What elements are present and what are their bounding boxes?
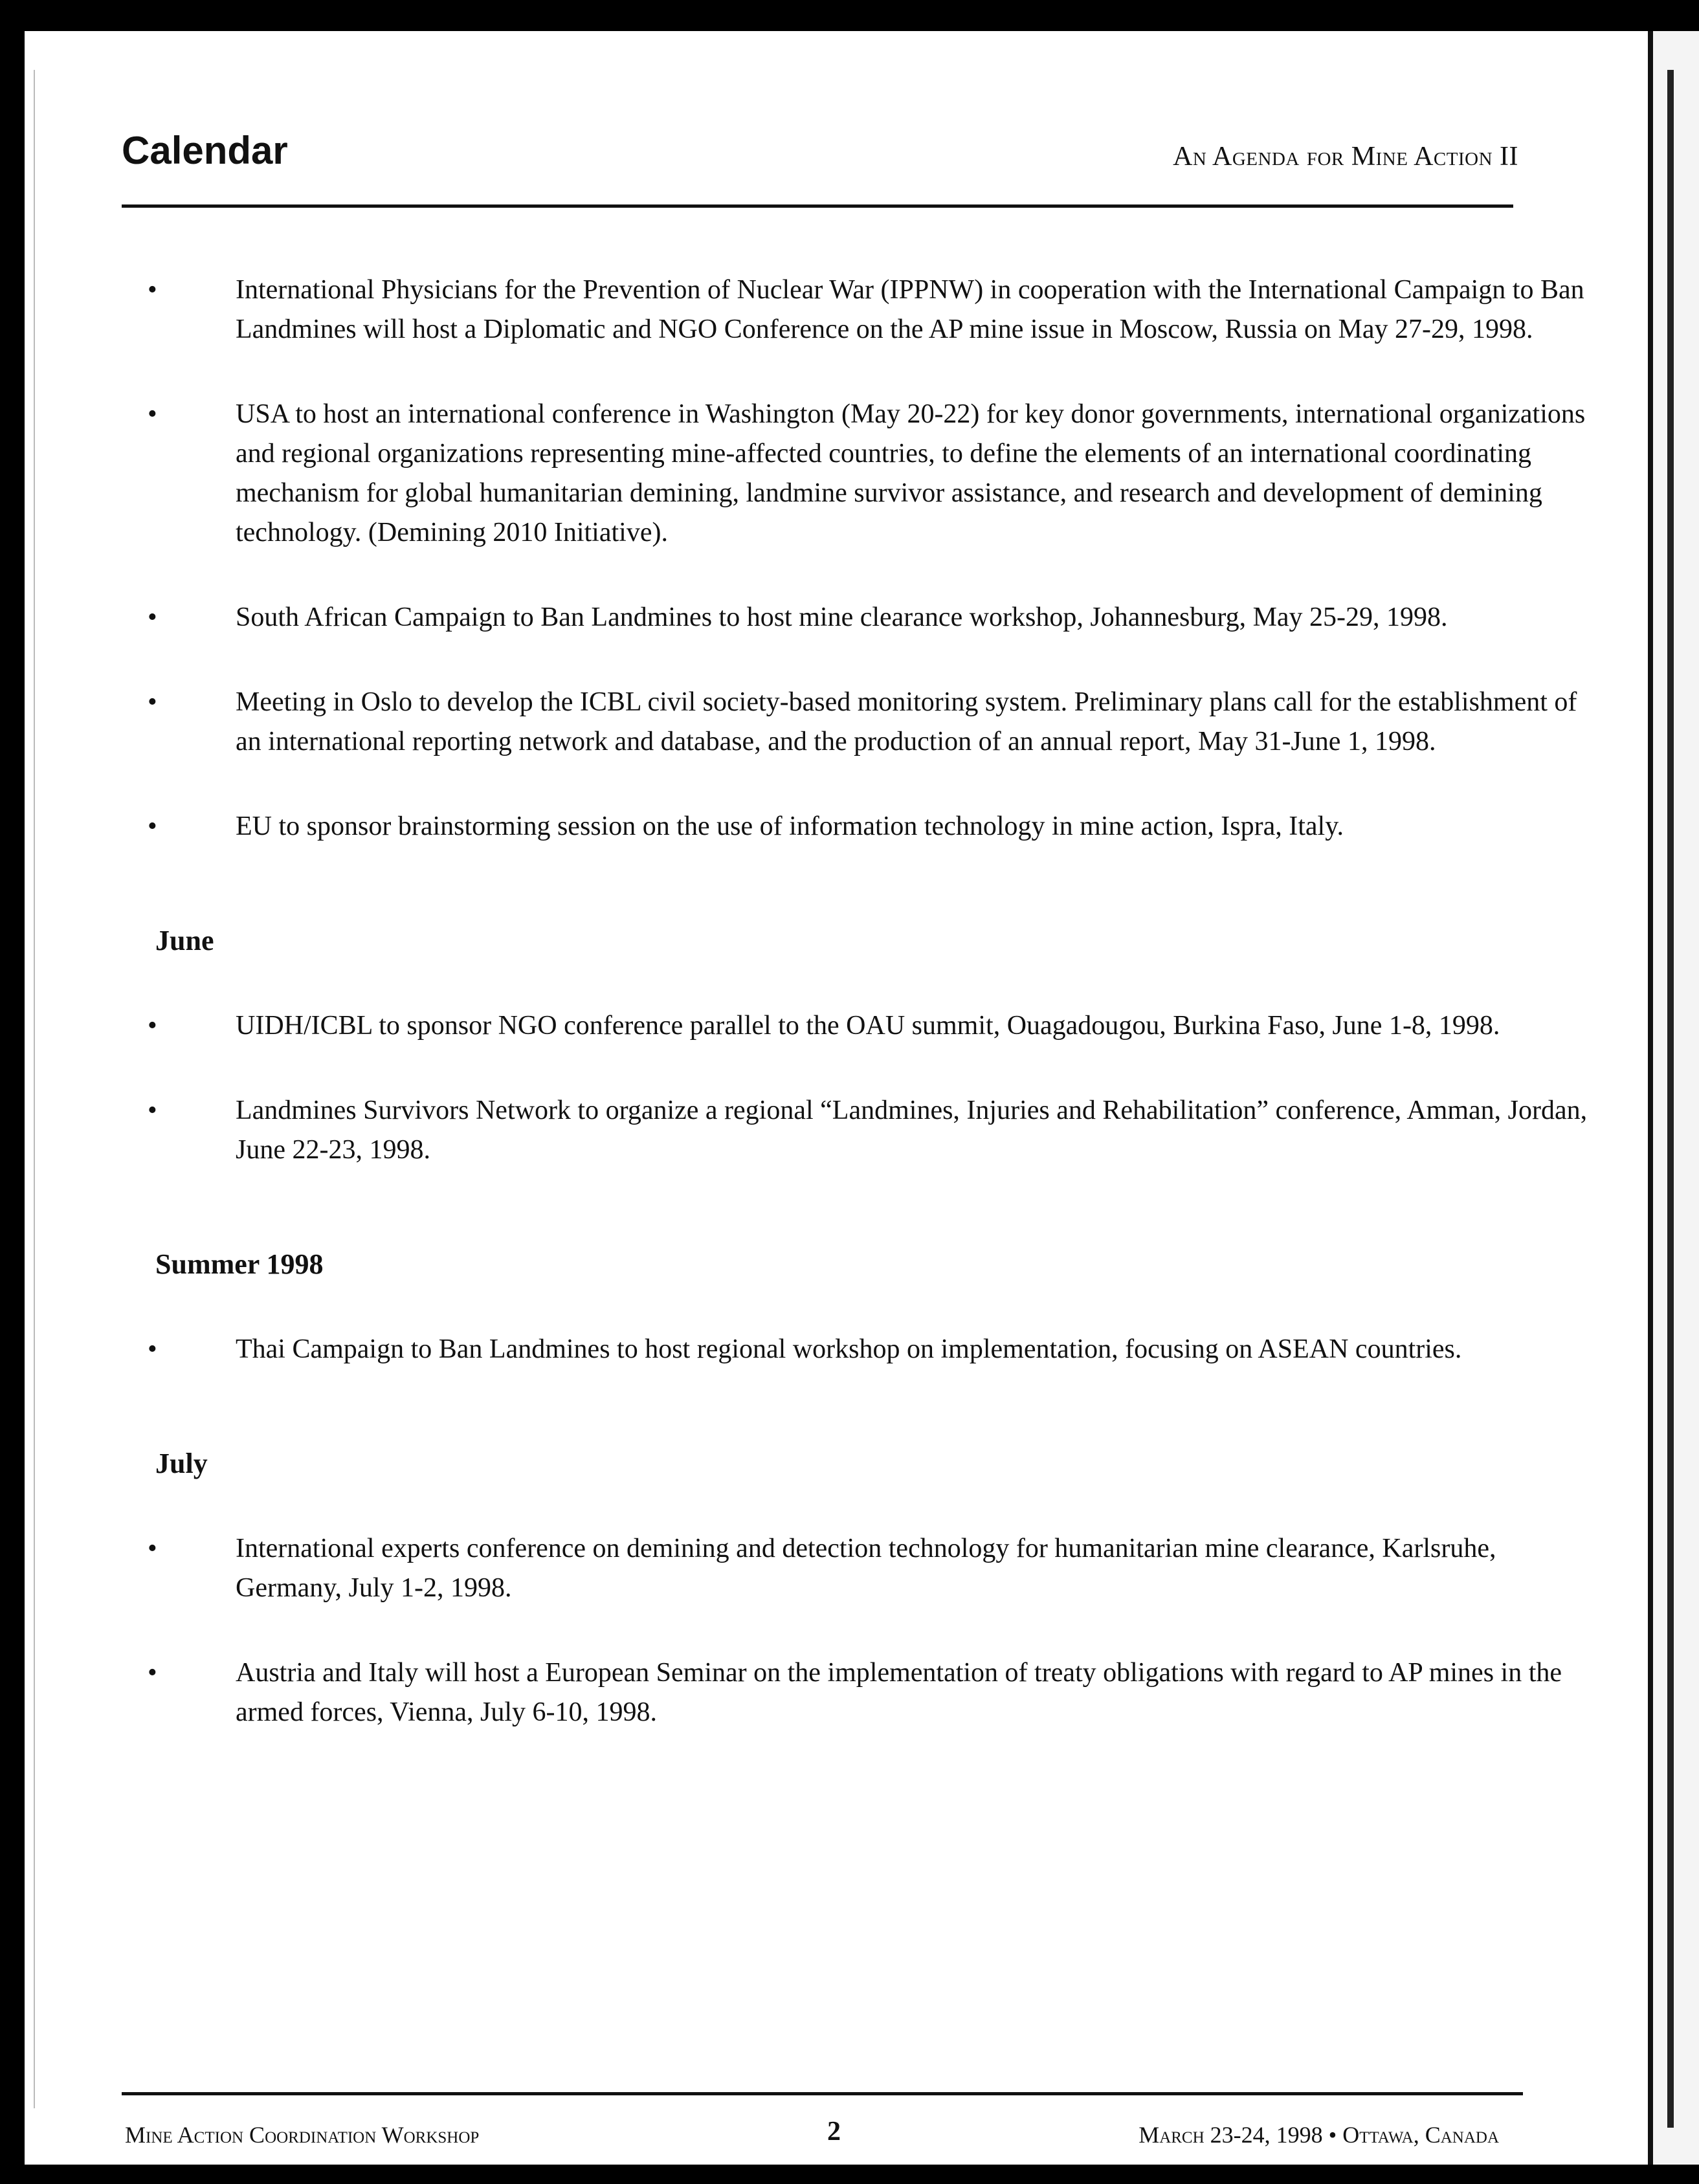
list-item bbox=[122, 270, 1588, 349]
list-item bbox=[122, 598, 1588, 637]
list-item bbox=[122, 1529, 1588, 1608]
item-text: Thai Campaign to Ban Landmines to host regional workshop on implementation, focusing on ASEAN countries. bbox=[236, 1334, 1462, 1364]
bullet: • bbox=[148, 1534, 157, 1563]
bullet: • bbox=[148, 1011, 157, 1041]
bullet: • bbox=[148, 399, 157, 429]
section-heading-summer: Summer 1998 bbox=[155, 1248, 324, 1280]
list-item bbox=[122, 683, 1588, 762]
item-text: Landmines Survivors Network to organize a regional “Landmines, Injuries and Rehabilitation” conference, Amman, Jordan, June 22-23, 1998. bbox=[236, 1096, 1588, 1165]
header-rule bbox=[122, 204, 1513, 208]
document-page bbox=[25, 31, 1648, 2165]
bullet: • bbox=[148, 687, 157, 717]
scan-edge-line bbox=[1667, 70, 1674, 2128]
item-text: Austria and Italy will host a European Seminar on the implementation of treaty obligations with regard to AP mines in the armed forces, Vienna, July 6-10, 1998. bbox=[236, 1658, 1562, 1727]
list-item bbox=[122, 1091, 1588, 1170]
item-text: UIDH/ICBL to sponsor NGO conference parallel to the OAU summit, Ouagadougou, Burkina Faso, June 1-8, 1998. bbox=[236, 1011, 1500, 1041]
bullet: • bbox=[148, 1334, 157, 1364]
item-text: USA to host an international conference in Washington (May 20-22) for key donor governments, international organizations and regional organizations representing mine-affected countries, to define the elements of an international coordinating mechanism for global humanitarian demining, landmine survivor assistance, and research and development of demining technology. (Demining 2010 Initiative). bbox=[236, 399, 1586, 547]
item-text: International experts conference on demining and detection technology for humanitarian mine clearance, Karlsruhe, Germany, July 1-2, 1998. bbox=[236, 1534, 1496, 1603]
item-text: South African Campaign to Ban Landmines to host mine clearance workshop, Johannesburg, May 25-29, 1998. bbox=[236, 602, 1448, 632]
section-heading-june: June bbox=[155, 925, 214, 956]
bullet: • bbox=[148, 1658, 157, 1688]
bullet: • bbox=[148, 1096, 157, 1125]
list-item bbox=[122, 1330, 1588, 1369]
calendar-content bbox=[122, 270, 1588, 1778]
section-heading-july: July bbox=[155, 1448, 208, 1479]
item-text: Meeting in Oslo to develop the ICBL civil society-based monitoring system. Preliminary plans call for the establishment of an international reporting network and database, and the production of an annual report, May 31-June 1, 1998. bbox=[236, 687, 1577, 756]
header-publication-title: An Agenda for Mine Action II bbox=[1173, 142, 1518, 171]
footer-date-location: March 23-24, 1998 • Ottawa, Canada bbox=[1138, 2122, 1499, 2148]
footer-workshop-name: Mine Action Coordination Workshop bbox=[125, 2122, 480, 2148]
list-item bbox=[122, 1006, 1588, 1046]
item-text: International Physicians for the Prevention of Nuclear War (IPPNW) in cooperation with the International Campaign to Ban Landmines will host a Diplomatic and NGO Conference on the AP mine issue in Moscow, Russia on May 27-29, 1998. bbox=[236, 275, 1584, 344]
item-text: EU to sponsor brainstorming session on the use of information technology in mine action, Ispra, Italy. bbox=[236, 811, 1344, 841]
bullet: • bbox=[148, 275, 157, 305]
page-number: 2 bbox=[827, 2117, 841, 2146]
list-item bbox=[122, 807, 1588, 846]
list-item bbox=[122, 395, 1588, 553]
bullet: • bbox=[148, 811, 157, 841]
bullet: • bbox=[148, 602, 157, 632]
footer-rule bbox=[122, 2092, 1523, 2095]
page-title: Calendar bbox=[122, 129, 288, 172]
scan-edge bbox=[1648, 31, 1699, 2165]
intro-list bbox=[122, 270, 1586, 846]
list-item bbox=[122, 1653, 1588, 1732]
scan-margin-line bbox=[34, 70, 35, 2108]
